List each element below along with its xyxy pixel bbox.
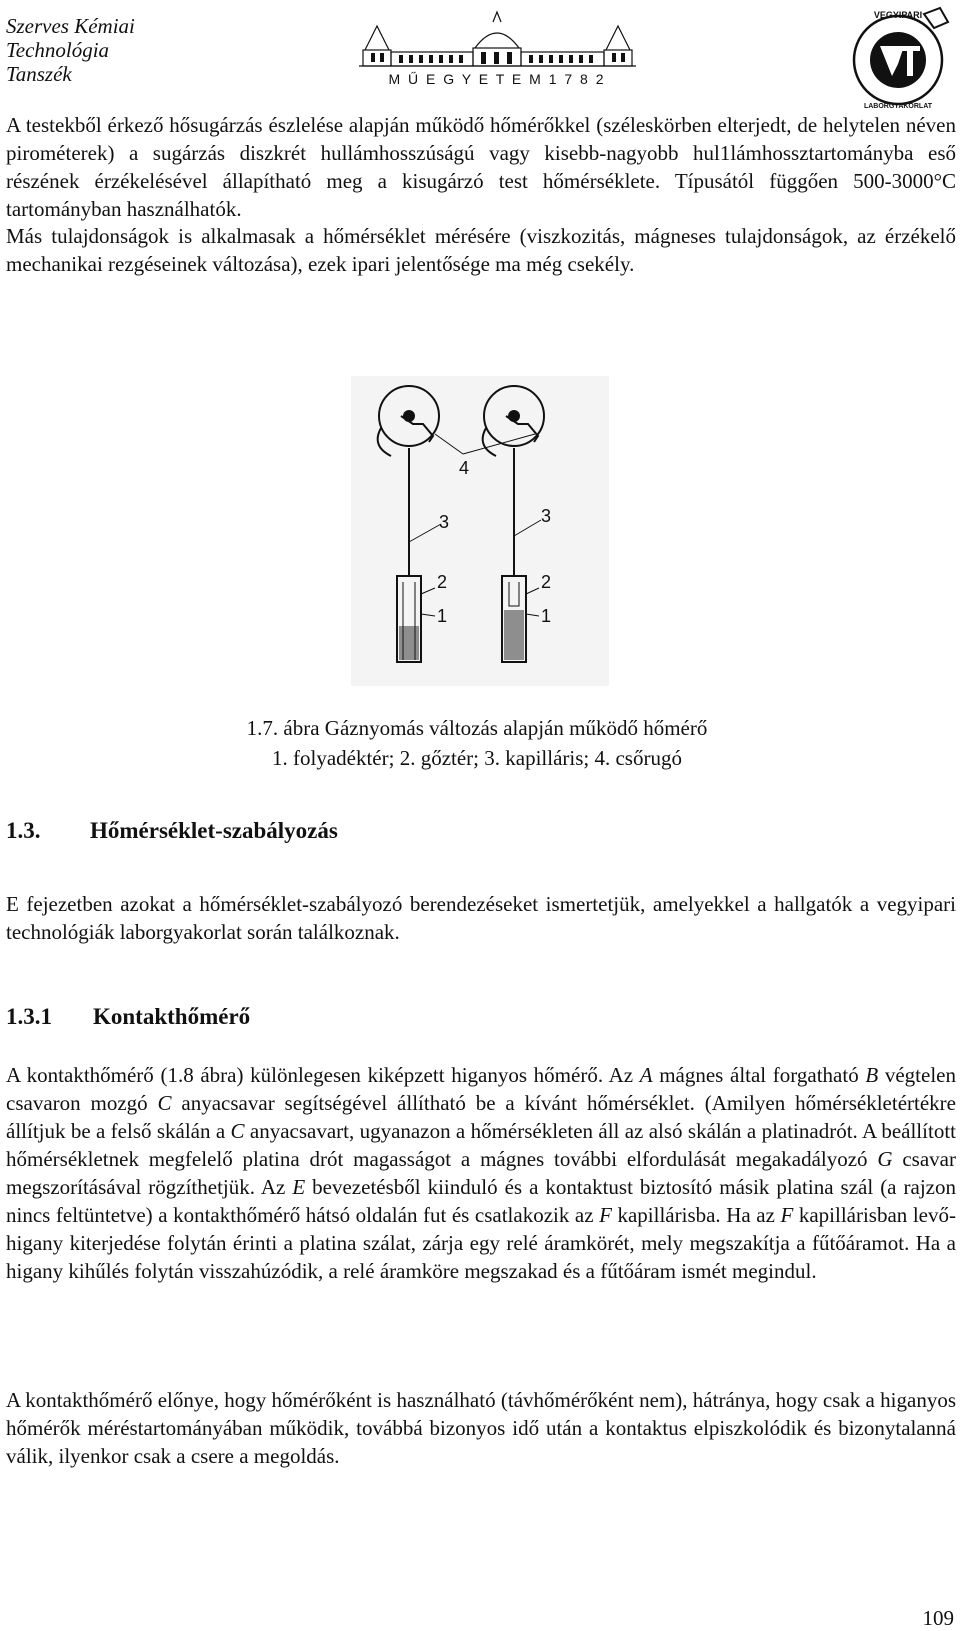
figure-label-3-right: 3 [541,506,552,526]
department-line-2: Technológia [6,38,110,62]
figure-label-2-right: 2 [541,572,552,592]
variable-e: E [292,1175,306,1199]
variable-f: F [599,1203,612,1227]
university-logo-text: M Ű E G Y E T E M 1 7 8 2 [388,71,606,87]
kontakthomero-paragraph-2: A kontakthőmérő előnye, hogy hőmérőként is használható (távhőmérőként nem), hátránya, hogy csak a higanyos hőmérők méréstartományában működik, továbbá bizonyos idő után a kontaktus elpiszkolódik és bizonytalanná válik, ilyenkor csak a csere a megoldás. [6,1388,956,1468]
section-title: Hőmérséklet-szabályozás [90,818,338,843]
text-run: kapillárisba. Ha az [611,1203,781,1227]
section-1-3-paragraph: E fejezetben azokat a hőmérséklet-szabályozó berendezéseket ismertetjük, amelyekkel a hallgatók a vegyipari technológiák laborgyakorlat során találkoznak. [6,892,956,944]
variable-a: A [639,1063,653,1087]
intro-paragraph-1: A testekből érkező hősugárzás észlelése alapján működő hőmérőkkel (széleskörben elterjedt, de helytelen néven pirométerek) a sugárzás diszkrét hullámhosszúságú vagy kisebb-nagyobb hul1lámhossztartományba eső részének érzékelésével állapítható meg a kisugárzó test hőmérséklete. Típusától függően 500-3000°C tartományban használhatók. [6,113,956,221]
figure-label-2-left: 2 [437,572,448,592]
section-heading-1-3-1 [6,1004,251,1030]
figure-caption-legend: 1. folyadéktér; 2. gőztér; 3. kapilláris; 4. csőrugó [272,746,682,770]
section-number: 1.3. [6,818,41,843]
text-run: végtelen csavaron mozgó [6,1063,956,1115]
text-run: anyacsavart, ugyanazon a hőmérsékleten áll az alsó skálán a platinadrót. A beállított hőmérsékletnek megfelelő platina drót magasságot a mágnes további elfordulását megakadályozó [6,1119,956,1171]
subsection-title: Kontakthőmérő [93,1004,251,1029]
figure-caption-title: 1.7. ábra Gáznyomás változás alapján működő hőmérő [246,716,708,740]
department-line-3: Tanszék [6,62,72,86]
intro-paragraph-2: Más tulajdonságok is alkalmasak a hőmérséklet mérésére (viszkozitás, mágneses tulajdonságok, az érzékelő mechanikai rezgéseinek változása), ezek ipari jelentősége ma még csekély. [6,224,956,276]
kontakthomero-paragraph-1 [6,1061,956,1285]
variable-g: G [877,1147,893,1171]
vegyipari-labor-logo [840,4,956,110]
figure-label-4: 4 [459,458,470,478]
variable-b: B [865,1063,879,1087]
variable-f: F [780,1203,794,1227]
text-run: mágnes által forgatható [652,1063,866,1087]
department-name [6,14,135,86]
text-run: A kontakthőmérő (1.8 ábra) különlegesen kiképzett higanyos hőmérő. Az [6,1063,640,1087]
figure-label-1-left: 1 [437,606,448,626]
figure-label-1-right: 1 [541,606,552,626]
university-building-logo [355,8,640,88]
department-line-1: Szerves Kémiai [6,14,135,38]
text-run: csavar megszorításával rögzíthetjük. Az [6,1147,956,1199]
page-number: 109 [922,1606,954,1630]
figure-label-3-left: 3 [439,512,450,532]
text-run: bevezetésből kiinduló és a kontaktust biztosító másik platina szál (a rajzon nincs feltüntetve) a kontakthőmérő hátsó oldalán fut és csatlakozik az [6,1175,956,1227]
subsection-number: 1.3.1 [6,1004,52,1029]
text-run: kapillárisban levő-higany kiterjedése folytán érinti a platina szálat, zárja egy relé áramkörét, mely megszakítja a fűtőáramot. Ha a higany kihűlés folytán visszahúzódik, a relé áramköre megszakad és a fűtőáram ismét megindul. [6,1203,956,1283]
variable-c: C [230,1119,245,1143]
section-heading-1-3 [6,818,338,844]
right-logo-text-top: VEGYIPARI [873,10,923,20]
gas-pressure-thermometer-figure [351,376,609,686]
variable-c: C [157,1091,172,1115]
text-run: anyacsavar segítségével állítható be a kívánt hőmérséklet. (Amilyen hőmérsékletértékre állítjuk be a felső skálán a [6,1091,956,1143]
right-logo-text-bottom: LABORGYAKORLAT [863,103,933,110]
